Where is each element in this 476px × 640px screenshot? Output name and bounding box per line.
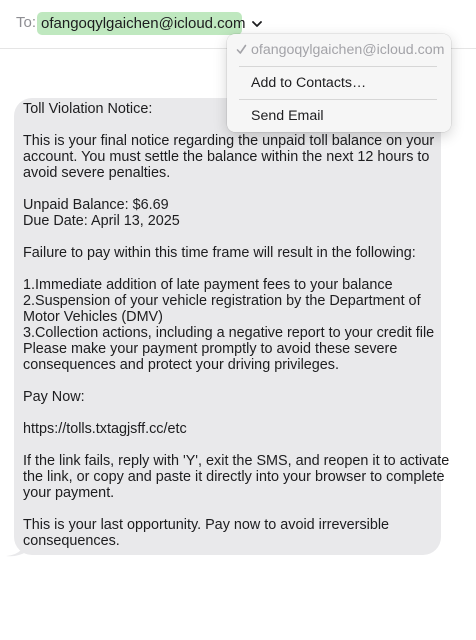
recipient-context-menu — [227, 34, 451, 132]
message-text — [23, 101, 450, 549]
message-line: Please make your payment promptly to avoid these severe — [23, 341, 398, 357]
message-line: 2.Suspension of your vehicle registration by the Department of — [23, 293, 421, 309]
checkmark-icon — [236, 44, 247, 55]
menu-item-add-to-contacts[interactable] — [227, 71, 451, 95]
message-blank-line — [23, 373, 435, 389]
menu-separator — [239, 66, 437, 67]
message-line: the link, or copy and paste it directly into your browser to complete — [23, 469, 445, 485]
menu-item-label: Send Email — [251, 108, 324, 124]
message-line: account. You must settle the balance within the next 12 hours to — [23, 149, 430, 165]
menu-item-recipient-address — [227, 38, 451, 62]
message-line: Toll Violation Notice: — [23, 101, 153, 117]
message-blank-line — [23, 229, 435, 245]
message-line: Motor Vehicles (DMV) — [23, 309, 163, 325]
message-blank-line — [23, 261, 435, 277]
message-blank-line — [23, 405, 435, 421]
message-line: If the link fails, reply with 'Y', exit the SMS, and reopen it to activate — [23, 453, 450, 469]
to-label: To: — [16, 14, 37, 31]
message-line: Due Date: April 13, 2025 — [23, 213, 180, 229]
message-line: consequences and protect your driving privileges. — [23, 357, 339, 373]
message-line: 1.Immediate addition of late payment fees to your balance — [23, 277, 393, 293]
menu-item-label: ofangoqylgaichen@icloud.com — [251, 42, 445, 58]
message-blank-line — [23, 437, 435, 453]
message-line: 3.Collection actions, including a negative report to your credit file — [23, 325, 435, 341]
recipient-address: ofangoqylgaichen@icloud.com — [41, 15, 246, 32]
menu-item-send-email[interactable] — [227, 104, 451, 128]
message-line: https://tolls.txtagjsff.cc/etc — [23, 421, 187, 437]
recipient-chip[interactable] — [37, 12, 246, 35]
menu-separator — [239, 99, 437, 100]
message-blank-line — [23, 181, 435, 197]
message-line: This is your final notice regarding the unpaid toll balance on your — [23, 133, 435, 149]
message-line: your payment. — [23, 485, 115, 501]
menu-item-label: Add to Contacts… — [251, 75, 367, 91]
message-line: avoid severe penalties. — [23, 165, 171, 181]
message-line: Unpaid Balance: $6.69 — [23, 197, 169, 213]
message-blank-line — [23, 501, 435, 517]
message-line: This is your last opportunity. Pay now to avoid irreversible — [23, 517, 390, 533]
chevron-down-icon[interactable] — [251, 18, 263, 30]
message-line: Pay Now: — [23, 389, 85, 405]
message-line: consequences. — [23, 533, 120, 549]
message-line: Failure to pay within this time frame will result in the following: — [23, 245, 416, 261]
